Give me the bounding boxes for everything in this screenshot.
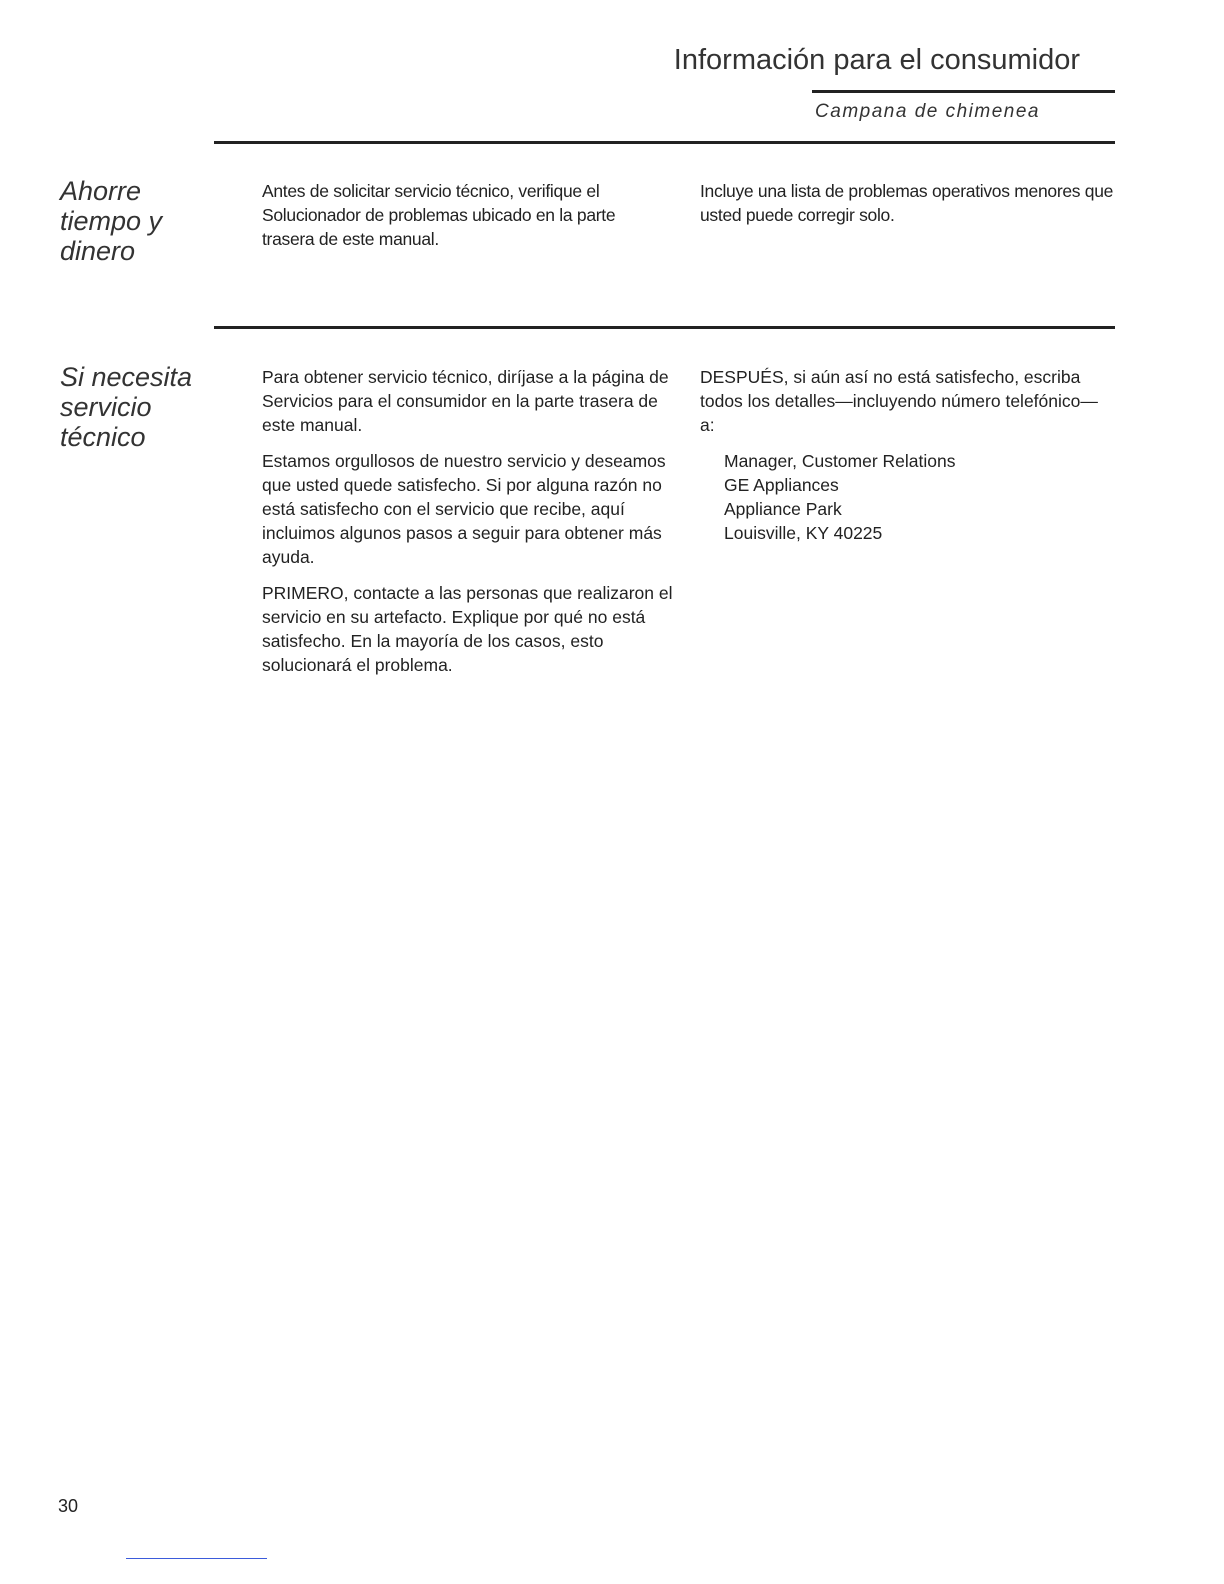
address-line: Manager, Customer Relations xyxy=(724,451,956,471)
section-title-ahorre xyxy=(60,176,220,266)
address-line: Louisville, KY 40225 xyxy=(724,523,883,543)
decorative-underline xyxy=(126,1558,267,1559)
section-2-right-column xyxy=(700,365,1105,545)
address-line: GE Appliances xyxy=(724,475,839,495)
section-title-line: tiempo y xyxy=(60,206,163,236)
page-header-title: Información para el consumidor xyxy=(673,44,1080,76)
paragraph: Para obtener servicio técnico, diríjase a la página de Servicios para el consumidor en la parte trasera de este manual. xyxy=(262,367,669,435)
header-divider xyxy=(812,90,1115,93)
paragraph: PRIMERO, contacte a las personas que realizaron el servicio en su artefacto. Explique por qué no está satisfecho. En la mayoría de los casos, esto solucionará el problema. xyxy=(262,583,673,675)
paragraph: DESPUÉS, si aún así no está satisfecho, escriba todos los detalles—incluyendo número telefónico—a: xyxy=(700,367,1098,435)
page-header-subtitle: Campana de chimenea xyxy=(815,101,1040,122)
section-1-right-column xyxy=(700,179,1118,239)
page-number: 30 xyxy=(58,1496,79,1516)
section-2-left-column xyxy=(262,365,678,689)
section-title-servicio xyxy=(60,362,220,452)
section-1-left-column xyxy=(262,179,662,263)
section-title-line: dinero xyxy=(60,236,136,266)
section-divider xyxy=(214,141,1115,144)
paragraph: Estamos orgullosos de nuestro servicio y deseamos que usted quede satisfecho. Si por alguna razón no está satisfecho con el servicio que recibe, aquí incluimos algunos pasos a seguir para obtener más ayuda. xyxy=(262,451,666,567)
section-divider xyxy=(214,326,1115,329)
section-title-line: servicio xyxy=(60,392,152,422)
mailing-address xyxy=(724,449,1105,545)
paragraph: Incluye una lista de problemas operativos menores que usted puede corregir solo. xyxy=(700,181,1114,225)
paragraph: Antes de solicitar servicio técnico, verifique el Solucionador de problemas ubicado en la parte trasera de este manual. xyxy=(262,181,616,249)
section-title-line: Ahorre xyxy=(60,176,142,206)
section-title-line: Si necesita xyxy=(60,362,193,392)
section-title-line: técnico xyxy=(60,422,146,452)
address-line: Appliance Park xyxy=(724,499,842,519)
